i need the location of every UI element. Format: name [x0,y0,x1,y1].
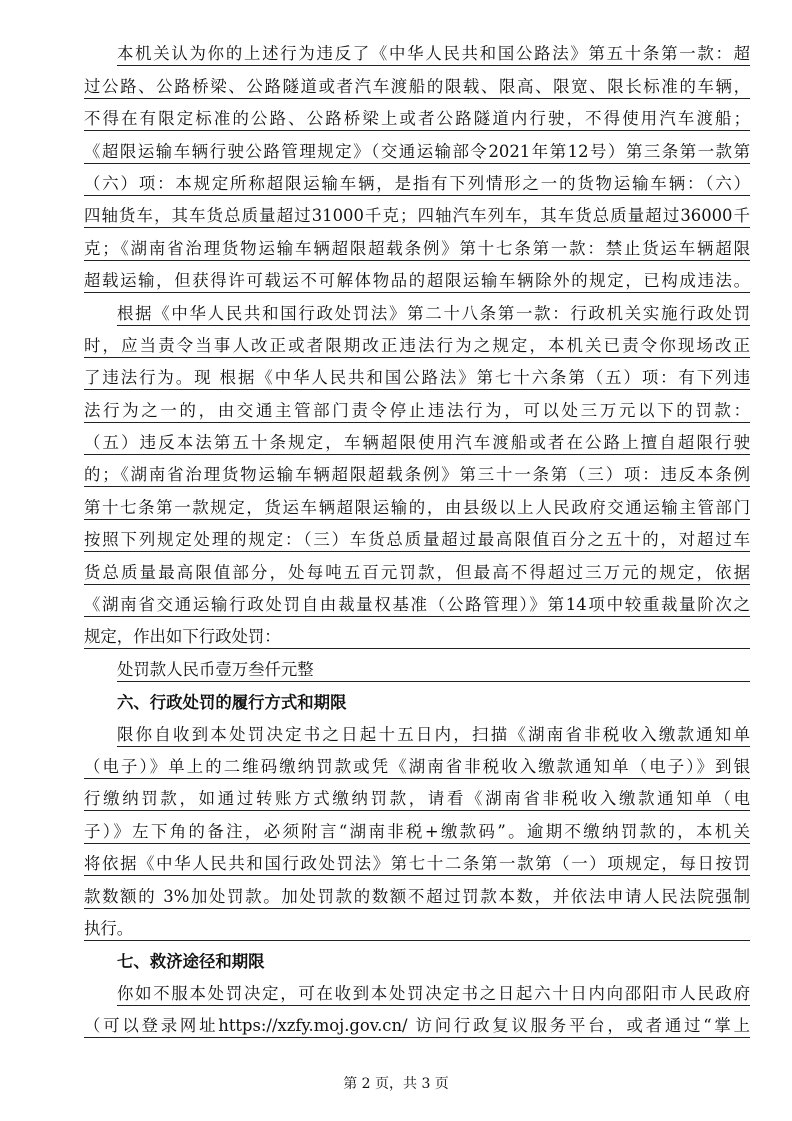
text-line [84,168,750,200]
text-line [84,783,750,815]
text-line [84,653,750,685]
line-text: 将依据《中华人民共和国行政处罚法》第七十二条第一款第（一）项规定，每日按罚 [84,853,750,876]
line-text: 行缴纳罚款，如通过转账方式缴纳罚款，请看《湖南省非税收入缴款通知单（电 [84,788,750,811]
line-text: 法行为之一的，由交通主管部门责令停止违法行为，可以处三万元以下的罚款： [84,400,750,423]
text-line [84,621,750,653]
text-line [84,232,750,264]
line-text: （可以登录网址https://xzfy.moj.gov.cn/ 访问行政复议服务平台，或者通过“掌上 [84,1015,750,1038]
text-line [84,848,750,880]
text-line [84,1010,750,1042]
text-line [84,70,750,102]
line-text: 处罚款人民币壹万叁仟元整 [117,659,750,682]
text-line [84,491,750,523]
line-text: 子）》左下角的备注，必须附言“湖南非税+缴款码”。逾期不缴纳罚款的，本机关 [84,821,750,844]
line-text: 六、行政处罚的履行方式和期限 [117,693,347,713]
text-line [84,38,750,70]
line-text: 过公路、公路桥梁、公路隧道或者汽车渡船的限载、限高、限宽、限长标准的车辆， [84,76,750,99]
line-text: 你如不服本处罚决定，可在收到本处罚决定书之日起六十日内向邵阳市人民政府 [117,983,750,1006]
line-text: 款数额的 3%加处罚款。加处罚款的数额不超过罚款本数，并依法申请人民法院强制 [84,886,750,909]
text-line [84,265,750,297]
text-line [84,297,750,329]
line-text: 本机关认为你的上述行为违反了《中华人民共和国公路法》第五十条第一款：超 [117,43,750,66]
text-line [84,200,750,232]
line-text: 第十七条第一款规定，货运车辆超限运输的，由县级以上人民政府交通运输主管部门 [84,497,750,520]
line-text: 了违法行为。现 根据《中华人民共和国公路法》第七十六条第（五）项：有下列违 [84,367,750,390]
line-text: （电子）》单上的二维码缴纳罚款或凭《湖南省非税收入缴款通知单（电子）》到银 [84,756,750,779]
text-line [84,556,750,588]
line-text: （五）违反本法第五十条规定，车辆超限使用汽车渡船或者在公路上擅自超限行驶 [84,432,750,455]
text-line [84,330,750,362]
line-text: 限你自收到本处罚决定书之日起十五日内，扫描《湖南省非税收入缴款通知单 [117,724,750,747]
document-body [84,38,750,1042]
text-line [84,977,750,1009]
text-line [84,589,750,621]
line-text: 七、救济途径和期限 [117,952,265,972]
line-text: 执行。 [84,918,750,941]
text-line [84,751,750,783]
line-text: 根据《中华人民共和国行政处罚法》第二十八条第一款：行政机关实施行政处罚 [117,303,750,326]
line-text: 《超限运输车辆行驶公路管理规定》（交通运输部令2021年第12号）第三条第一款第 [84,141,750,164]
line-text: 克；《湖南省治理货物运输车辆超限超载条例》第十七条第一款：禁止货运车辆超限 [84,238,750,261]
text-line [84,427,750,459]
text-line [84,103,750,135]
line-text: 《湖南省交通运输行政处罚自由裁量权基准（公路管理）》第14项中较重裁量阶次之 [84,594,750,617]
line-text: （六）项：本规定所称超限运输车辆，是指有下列情形之一的货物运输车辆：（六） [84,173,750,196]
page-footer: 第 2 页，共 3 页 [343,1076,449,1092]
text-line [84,135,750,167]
text-line [84,815,750,847]
line-text: 超载运输，但获得许可载运不可解体物品的超限运输车辆除外的规定，已构成违法。 [84,270,750,293]
line-text: 规定，作出如下行政处罚： [84,626,750,649]
text-line [84,394,750,426]
text-line [84,880,750,912]
line-text: 不得在有限定标准的公路、公路桥梁上或者公路隧道内行驶，不得使用汽车渡船； [84,108,750,131]
text-line [84,362,750,394]
text-line [84,459,750,491]
line-text: 时，应当责令当事人改正或者限期改正违法行为之规定，本机关已责令你现场改正 [84,335,750,358]
text-line [84,913,750,945]
line-text: 按照下列规定处理的规定：（三）车货总质量超过最高限值百分之五十的，对超过车 [84,529,750,552]
line-text: 的；《湖南省治理货物运输车辆超限超载条例》第三十一条第（三）项：违反本条例 [84,464,750,487]
text-line [84,524,750,556]
section-heading [84,945,750,977]
line-text: 四轴货车，其车货总质量超过31000千克；四轴汽车列车，其车货总质量超过36000千 [84,205,750,228]
text-line [84,718,750,750]
line-text: 货总质量最高限值部分，处每吨五百元罚款，但最高不得超过三万元的规定，依据 [84,562,750,585]
section-heading [84,686,750,718]
